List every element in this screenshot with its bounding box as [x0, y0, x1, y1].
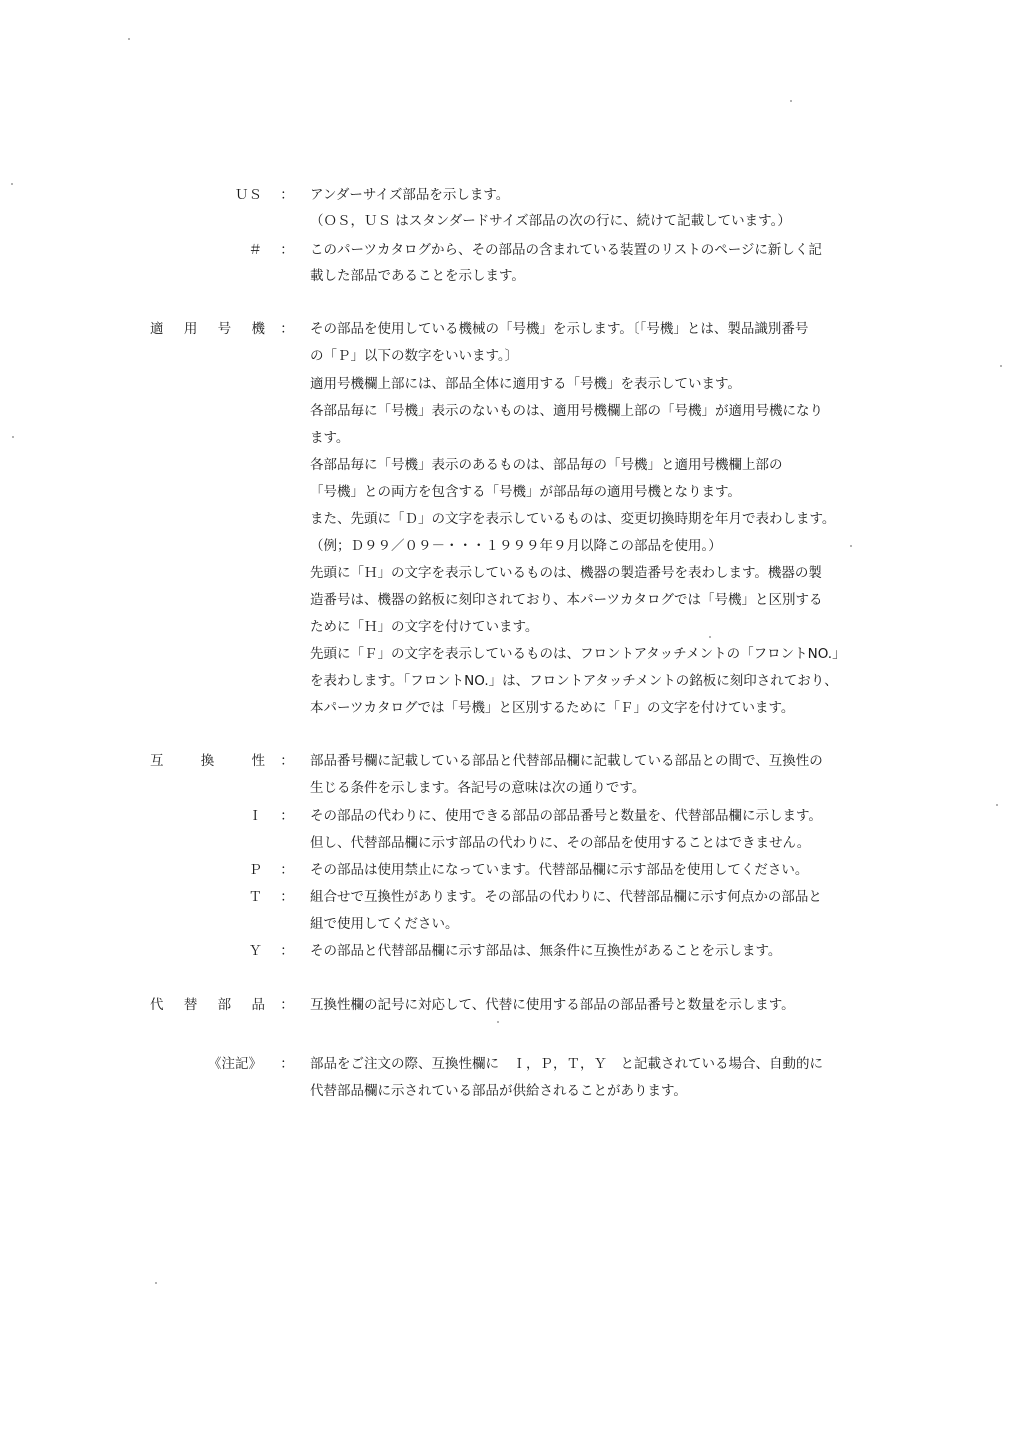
term-sharp: ＃: [248, 242, 262, 258]
description-line: このパーツカタログから、その部品の含まれている装置のリストのページに新しく記: [310, 242, 822, 258]
description-line: ます。: [310, 430, 350, 446]
code-entry-p: [0, 857, 1024, 884]
description-line: その部品を使用している機械の「号機」を示します。〔「号機」とは、製品識別番号: [310, 321, 809, 337]
description-row: [0, 533, 1024, 560]
description-row: [0, 830, 1024, 857]
description-row: [0, 479, 1024, 506]
entry-note: [0, 1051, 1024, 1078]
scan-speck: [11, 183, 13, 185]
code-p: Ｐ: [248, 862, 262, 878]
entry-us: [0, 182, 1024, 209]
scan-speck: [12, 436, 14, 438]
description-row: [0, 398, 1024, 425]
entry-sharp-cont: [0, 263, 1024, 290]
code-entry-i: [0, 803, 1024, 830]
description-line: 載した部品であることを示します。: [310, 268, 525, 284]
description-line: その部品と代替部品欄に示す部品は、無条件に互換性があることを示します。: [310, 943, 782, 959]
term-compatibility: 互換性: [150, 753, 265, 769]
description-line: 組で使用してください。: [310, 916, 459, 932]
entry-us-cont: [0, 208, 1024, 235]
description-row: [0, 775, 1024, 802]
description-line: 組合せで互換性があります。その部品の代わりに、代替部品欄に示す何点かの部品と: [310, 889, 822, 905]
description-line: 本パーツカタログでは「号機」と区別するために「Ｆ」の文字を付けています。: [310, 700, 795, 716]
colon: ：: [280, 242, 294, 258]
description-line: の「Ｐ」以下の数字をいいます。〕: [310, 348, 519, 364]
description-line: 互換性欄の記号に対応して、代替に使用する部品の部品番号と数量を示します。: [310, 997, 795, 1013]
scan-speck: [155, 1282, 157, 1284]
colon: ：: [280, 997, 294, 1013]
description-line: 生じる条件を示します。各記号の意味は次の通りです。: [310, 780, 646, 796]
term-us: ＵＳ: [235, 187, 262, 203]
description-row: [0, 1078, 1024, 1105]
colon: ：: [280, 943, 294, 959]
scan-speck: [790, 100, 792, 102]
entry-sharp: [0, 237, 1024, 264]
description-row: [0, 506, 1024, 533]
description-line: 「号機」との両方を包含する「号機」が部品毎の適用号機となります。: [310, 484, 741, 500]
code-y: Ｙ: [248, 943, 262, 959]
description-row: [0, 452, 1024, 479]
description-line: その部品の代わりに、使用できる部品の部品番号と数量を、代替部品欄に示します。: [310, 808, 822, 824]
term-substitute: 代替部品: [150, 997, 265, 1013]
description-line: 適用号機欄上部には、部品全体に適用する「号機」を表示しています。: [310, 376, 741, 392]
description-row: [0, 425, 1024, 452]
description-row: [0, 911, 1024, 938]
scan-speck: [709, 636, 711, 638]
description-line: 部品をご注文の際、互換性欄に Ｉ，Ｐ，Ｔ，Ｙ と記載されている場合、自動的に: [310, 1056, 823, 1072]
colon: ：: [280, 862, 294, 878]
description-line: （例；Ｄ９９／０９－・・・１９９９年９月以降この部品を使用。）: [310, 538, 722, 554]
scan-speck: [1000, 365, 1002, 367]
description-row: [0, 641, 1024, 668]
colon: ：: [280, 321, 294, 337]
term-note: 《注記》: [208, 1056, 262, 1072]
term-applicable-model: 適用号機: [150, 321, 265, 337]
description-line: ために「Ｈ」の文字を付けています。: [310, 619, 539, 635]
description-line: 造番号は、機器の銘板に刻印されており、本パーツカタログでは「号機」と区別する: [310, 592, 823, 608]
scan-speck: [996, 804, 998, 806]
description-line: 先頭に「Ｆ」の文字を表示しているものは、フロントアタッチメントの「フロントNO.」: [310, 646, 846, 662]
colon: ：: [280, 1056, 294, 1072]
description-row: [0, 695, 1024, 722]
code-entry-y: [0, 938, 1024, 965]
description-line: また、先頭に「Ｄ」の文字を表示しているものは、変更切換時期を年月で表わします。: [310, 511, 836, 527]
description-row: [0, 668, 1024, 695]
description-line: 各部品毎に「号機」表示のないものは、適用号機欄上部の「号機」が適用号機になり: [310, 403, 823, 419]
code-i: Ｉ: [248, 808, 262, 824]
description-row: [0, 587, 1024, 614]
colon: ：: [280, 808, 294, 824]
description-row: [0, 560, 1024, 587]
scan-speck: [128, 38, 130, 40]
description-row: [0, 614, 1024, 641]
entry-compatibility: [0, 748, 1024, 775]
code-entry-t: [0, 884, 1024, 911]
description-line: 代替部品欄に示されている部品が供給されることがあります。: [310, 1083, 687, 1099]
description-line: その部品は使用禁止になっています。代替部品欄に示す部品を使用してください。: [310, 862, 809, 878]
colon: ：: [280, 889, 294, 905]
colon: ：: [280, 753, 294, 769]
description-line: 但し、代替部品欄に示す部品の代わりに、その部品を使用することはできません。: [310, 835, 811, 851]
description-row: [0, 343, 1024, 370]
description-line: アンダーサイズ部品を示します。: [310, 187, 510, 203]
description-line: （ＯＳ，ＵＳ はスタンダードサイズ部品の次の行に、続けて記載しています。）: [310, 213, 791, 229]
scan-speck: [497, 1021, 499, 1023]
entry-substitute: [0, 992, 1024, 1019]
description-line: を表わします。「フロントNO.」は、フロントアタッチメントの銘板に刻印されており、: [310, 673, 838, 689]
entry-applicable-model: [0, 316, 1024, 343]
description-line: 部品番号欄に記載している部品と代替部品欄に記載している部品との間で、互換性の: [310, 753, 823, 769]
scan-speck: [850, 545, 852, 547]
description-row: [0, 371, 1024, 398]
description-line: 各部品毎に「号機」表示のあるものは、部品毎の「号機」と適用号機欄上部の: [310, 457, 783, 473]
description-line: 先頭に「Ｈ」の文字を表示しているものは、機器の製造番号を表わします。機器の製: [310, 565, 822, 581]
code-t: Ｔ: [248, 889, 262, 905]
colon: ：: [280, 187, 294, 203]
